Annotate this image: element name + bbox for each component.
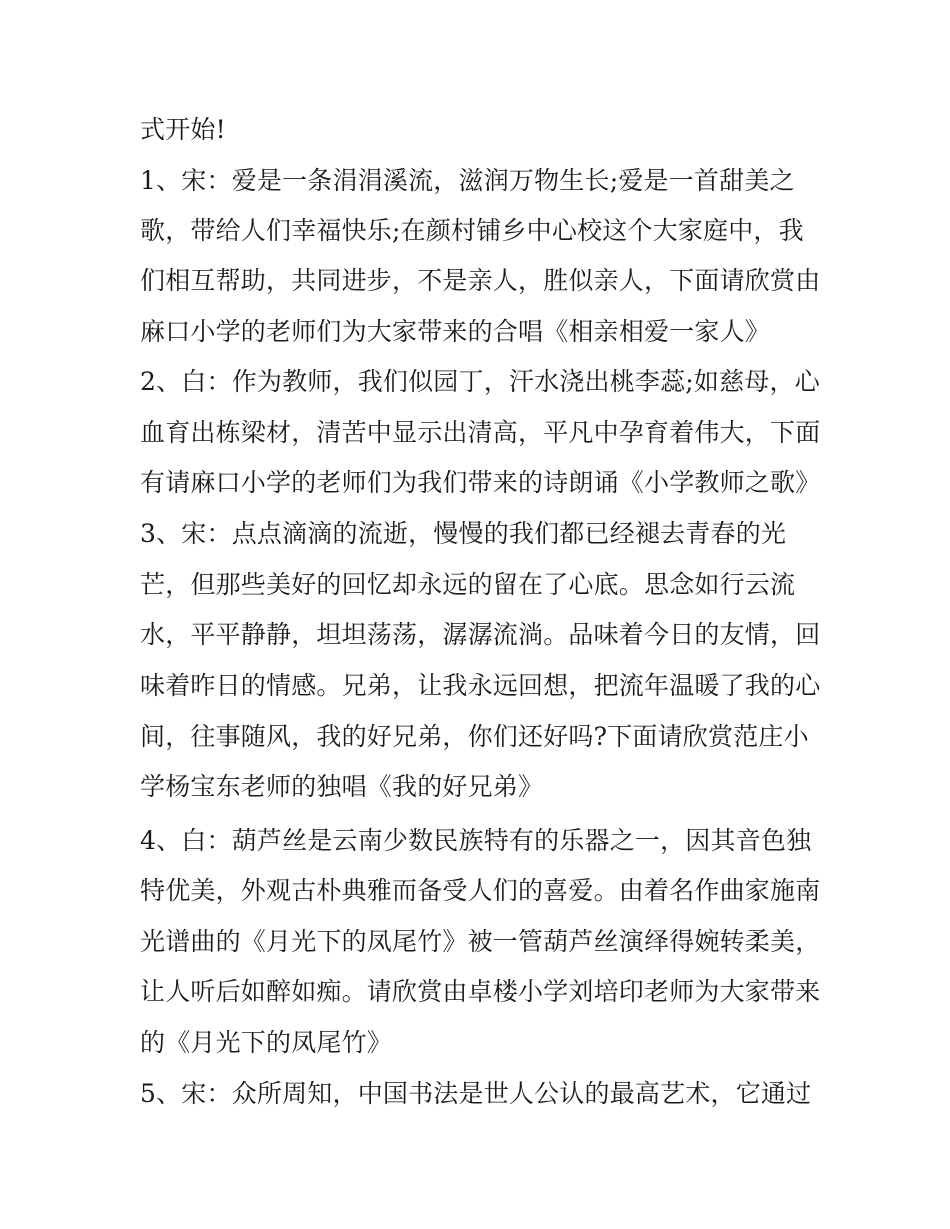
text-line-11: 水，平平静静，坦坦荡荡，潺潺流淌。品味着今日的友情，回 xyxy=(140,620,821,649)
text-line-12: 味着昨日的情感。兄弟，让我永远回想，把流年温暖了我的心 xyxy=(140,671,821,700)
text-line-19: 的《月光下的凤尾竹》 xyxy=(140,1028,393,1057)
text-line-8: 有请麻口小学的老师们为我们带来的诗朗诵《小学教师之歌》 xyxy=(140,468,821,497)
text-line-7: 血育出栋梁材，清苦中显示出清高，平凡中孕育着伟大，下面 xyxy=(140,418,821,447)
text-line-20: 5、宋：众所周知，中国书法是世人公认的最高艺术，它通过 xyxy=(140,1079,812,1108)
text-line-17: 光谱曲的《月光下的凤尾竹》被一管葫芦丝演绎得婉转柔美， xyxy=(140,927,821,956)
text-line-4: 们相互帮助，共同进步，不是亲人，胜似亲人，下面请欣赏由 xyxy=(140,266,821,295)
text-line-13: 间，往事随风，我的好兄弟，你们还好吗?下面请欣赏范庄小 xyxy=(140,722,809,751)
text-line-1: 式开始! xyxy=(140,115,226,144)
text-line-14: 学杨宝东老师的独唱《我的好兄弟》 xyxy=(140,772,544,801)
text-line-18: 让人听后如醉如痴。请欣赏由卓楼小学刘培印老师为大家带来 xyxy=(140,977,821,1006)
text-line-9: 3、宋：点点滴滴的流逝，慢慢的我们都已经褪去青春的光 xyxy=(140,519,787,548)
text-line-16: 特优美，外观古朴典雅而备受人们的喜爱。由着名作曲家施南 xyxy=(140,876,821,905)
text-line-15: 4、白：葫芦丝是云南少数民族特有的乐器之一，因其音色独 xyxy=(140,826,812,855)
text-line-2: 1、宋：爱是一条涓涓溪流，滋润万物生长;爱是一首甜美之 xyxy=(140,166,795,195)
text-line-6: 2、白：作为教师，我们似园丁，汗水浇出桃李蕊;如慈母，心 xyxy=(140,367,820,396)
text-line-3: 歌，带给人们幸福快乐;在颜村铺乡中心校这个大家庭中，我 xyxy=(140,216,804,245)
text-line-5: 麻口小学的老师们为大家带来的合唱《相亲相爱一家人》 xyxy=(140,317,771,346)
text-line-10: 芒，但那些美好的回忆却永远的留在了心底。思念如行云流 xyxy=(140,570,796,599)
